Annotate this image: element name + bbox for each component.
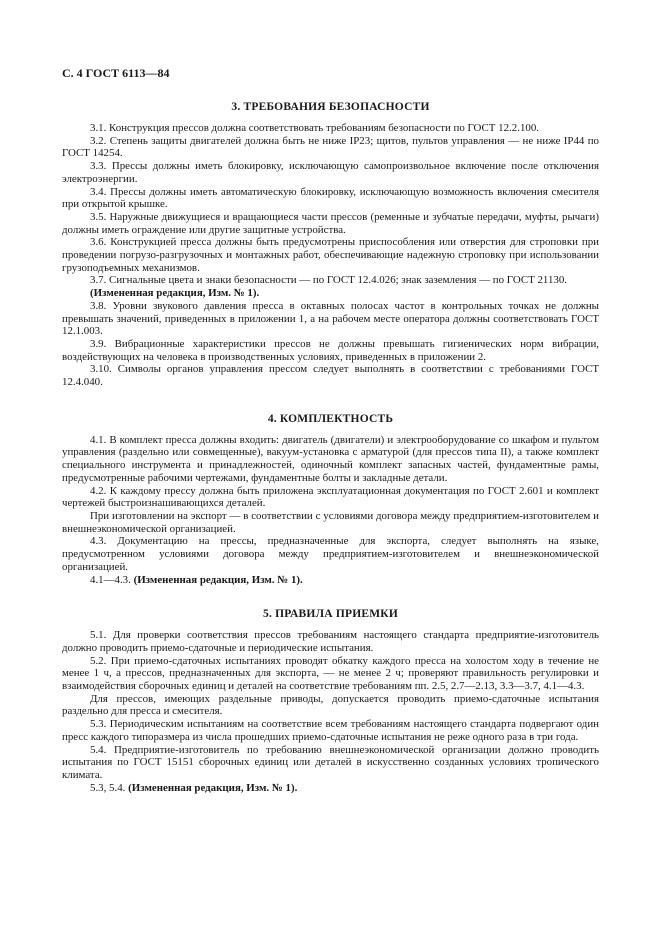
paragraph: 5.2. При приемо-сдаточных испытаниях проводят обкатку каждого пресса на холостом ходу в течение не менее 1 ч, а прессов, предназначенных для экспорта, — не менее 2 ч; проверяют правильность регулировки и взаимодействия сборочных единиц и деталей на соответствие требованиям пп. 2.5, 2.7—2.13, 3.3—3.7, 4.1—4.3. bbox=[62, 654, 599, 693]
paragraph: 4.2. К каждому прессу должна быть приложена эксплуатационная документация по ГОСТ 2.601 и комплект чертежей быстроизнашивающихся деталей. bbox=[62, 484, 599, 510]
paragraph: 3.8. Уровни звукового давления пресса в октавных полосах частот в контрольных точках не должны превышать значений, приведенных в приложении 1, а на рабочем месте оператора должны соответствовать ГОСТ 12.1.003. bbox=[62, 299, 599, 338]
paragraph: 5.4. Предприятие-изготовитель по требованию внешнеэкономической организации должно проводить испытания по ГОСТ 15151 сборочных единиц или деталей в искусственно созданных условиях тропического климата. bbox=[62, 743, 599, 781]
paragraph: При изготовлении на экспорт — в соответствии с условиями договора между предприятием-изготовителем и внешнеэкономической организацией. bbox=[62, 509, 599, 535]
paragraph: 4.3. Документацию на прессы, предназначенные для экспорта, следует выполнять на языке, предусмотренном условиями договора между предприятием-изготовителем и внешнеэкономической организацией. bbox=[62, 535, 599, 573]
paragraph: 3.9. Вибрационные характеристики прессов не должны превышать гигиенических норм вибрации, воздействующих на человека в производственных условиях, приведенных в приложении 2. bbox=[62, 337, 599, 363]
section-title: 4. КОМПЛЕКТНОСТЬ bbox=[267, 412, 394, 425]
paragraph: 5.1. Для проверки соответствия прессов требованиям настоящего стандарта предприятие-изготовитель должно проводить приемо-сдаточные и периодические испытания. bbox=[62, 629, 599, 654]
paragraph: 3.3. Прессы должны иметь блокировку, исключающую самопроизвольное включение после отключения электроэнергии. bbox=[62, 160, 599, 185]
paragraph: 3.6. Конструкцией пресса должны быть предусмотрены приспособления или отверстия для строповки при проведении погрузо-разгрузочных и монтажных работ, обеспечивающие надежную строповку при использовании грузоподъемных механизмов. bbox=[62, 236, 599, 274]
amendment-note: (Измененная редакция, Изм. № 1). bbox=[133, 573, 303, 586]
amendment-note: (Измененная редакция, Изм. № 1). bbox=[128, 781, 298, 794]
paragraph: 5.3. Периодическим испытаниям на соответствие всем требованиям настоящего стандарта подвергают один пресс каждого типоразмера из числа прошедших приемо-сдаточные испытания не реже одного раза в три года. bbox=[62, 718, 599, 743]
amendment-line bbox=[62, 782, 599, 795]
amendment-note: (Измененная редакция, Изм. № 1). bbox=[90, 287, 260, 300]
paragraph: 3.5. Наружные движущиеся и вращающиеся части прессов (ременные и зубчатые передачи, муфты, рычаги) должны иметь ограждение или другие защитные устройства. bbox=[62, 210, 599, 236]
paragraph: 3.10. Символы органов управления прессом следует выполнять в соответствии с требованиями ГОСТ 12.4.040. bbox=[62, 363, 599, 389]
amendment-line bbox=[62, 574, 599, 587]
paragraph: 3.7. Сигнальные цвета и знаки безопасности — по ГОСТ 12.4.026; знак заземления — по ГОСТ 21130. bbox=[90, 274, 568, 287]
paragraph: Для прессов, имеющих раздельные приводы, допускается проводить приемо-сдаточные испытания раздельно для пресса и смесителя. bbox=[62, 692, 599, 718]
paragraph: 3.1. Конструкция прессов должна соответствовать требованиям безопасности по ГОСТ 12.2.100. bbox=[90, 122, 539, 134]
page-header: С. 4 ГОСТ 6113—84 bbox=[62, 66, 170, 80]
paragraph: 4.1. В комплект пресса должны входить: двигатель (двигатели) и электрооборудование со шкафом и пультом управления (раздельно или совмещенные), вакуум-установка с арматурой (для прессов типа II), а также комплект специального инструмента и принадлежностей, одиночный комплект запасных частей, фундаментные рамы, предусмотренные рабочими чертежами, фундаментные болты и закладные детали. bbox=[62, 433, 599, 484]
section-title: 3. ТРЕБОВАНИЯ БЕЗОПАСНОСТИ bbox=[231, 101, 430, 113]
paragraph: 3.2. Степень защиты двигателей должна быть не ниже IP23; щитов, пультов управления — не ниже IP44 по ГОСТ 14254. bbox=[62, 134, 599, 160]
paragraph: 3.4. Прессы должны иметь автоматическую блокировку, исключающую возможность включения смесителя при открытой крышке. bbox=[62, 185, 599, 211]
section-title: 5. ПРАВИЛА ПРИЕМКИ bbox=[263, 608, 398, 621]
amendment-lead: 5.3, 5.4. bbox=[90, 781, 126, 794]
amendment-lead: 4.1—4.3. bbox=[90, 573, 131, 586]
